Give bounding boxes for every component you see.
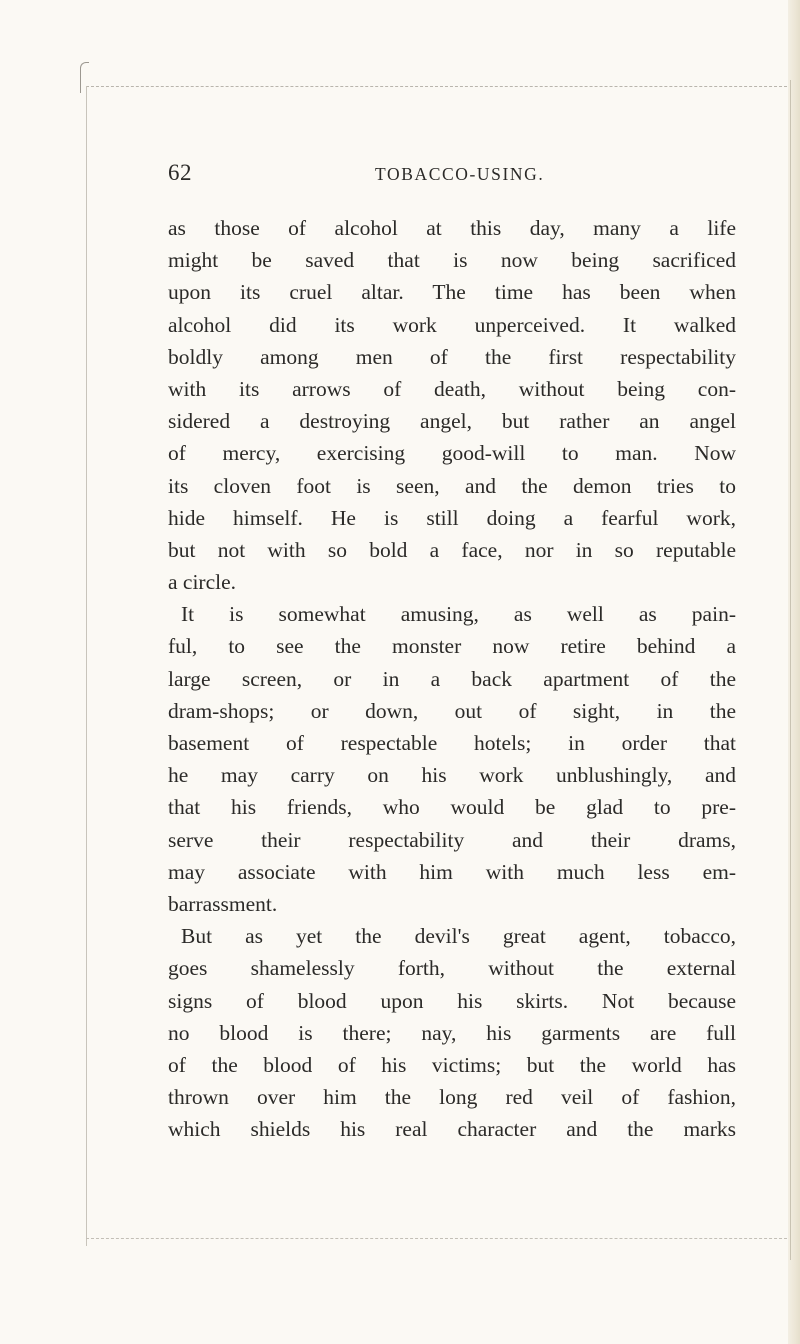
text-line: hide himself. He is still doing a fearful work, [168, 505, 736, 530]
text-line: as those of alcohol at this day, many a life [168, 216, 736, 240]
text-line: may associate with him with much less em- [168, 859, 736, 884]
paragraph-end-line: barrassment. [168, 891, 278, 916]
scan-frame-top-border [86, 86, 792, 88]
body-text [168, 212, 736, 1145]
paragraph-start-line: It is somewhat amusing, as well as pain- [181, 602, 736, 627]
page-corner-mark [80, 62, 89, 93]
text-line: he may carry on his work unblushingly, and [168, 763, 736, 788]
text-line: of mercy, exercising good-will to man. Now [168, 441, 736, 466]
text-line: ful, to see the monster now retire behind a [168, 634, 736, 659]
text-line: boldly among men of the first respectability [168, 344, 736, 369]
page-header [168, 160, 736, 190]
text-line: sidered a destroying angel, but rather an angel [168, 409, 736, 434]
text-line: with its arrows of death, without being con- [168, 376, 736, 401]
paragraph-end-line: a circle. [168, 570, 237, 595]
book-page [168, 160, 736, 1145]
text-line: goes shamelessly forth, without the external [168, 956, 736, 981]
paragraph-start-line: But as yet the devil's great agent, tobacco, [181, 924, 736, 949]
text-line: alcohol did its work unperceived. It walked [168, 312, 736, 337]
text-line: dram-shops; or down, out of sight, in the [168, 698, 736, 723]
text-line: upon its cruel altar. The time has been when [168, 280, 736, 305]
text-line: large screen, or in a back apartment of the [168, 666, 736, 691]
text-line: serve their respectability and their drams, [168, 827, 736, 852]
text-line: that his friends, who would be glad to pre- [168, 795, 736, 820]
text-line: which shields his real character and the marks [168, 1117, 736, 1142]
running-head: TOBACCO-USING. [375, 164, 545, 184]
scan-frame-bottom-border [86, 1238, 792, 1240]
text-line: its cloven foot is seen, and the demon tries to [168, 473, 736, 498]
text-line: might be saved that is now being sacrificed [168, 248, 736, 273]
text-line: thrown over him the long red veil of fashion, [168, 1085, 736, 1110]
text-line: of the blood of his victims; but the world has [168, 1052, 736, 1077]
scan-frame-left-border [86, 86, 87, 1246]
text-line: but not with so bold a face, nor in so reputable [168, 537, 736, 562]
text-line: basement of respectable hotels; in order that [168, 731, 736, 755]
text-line: signs of blood upon his skirts. Not because [168, 988, 736, 1013]
page-edge-line [790, 80, 791, 1260]
page-number: 62 [168, 160, 192, 185]
text-line: no blood is there; nay, his garments are full [168, 1020, 736, 1045]
